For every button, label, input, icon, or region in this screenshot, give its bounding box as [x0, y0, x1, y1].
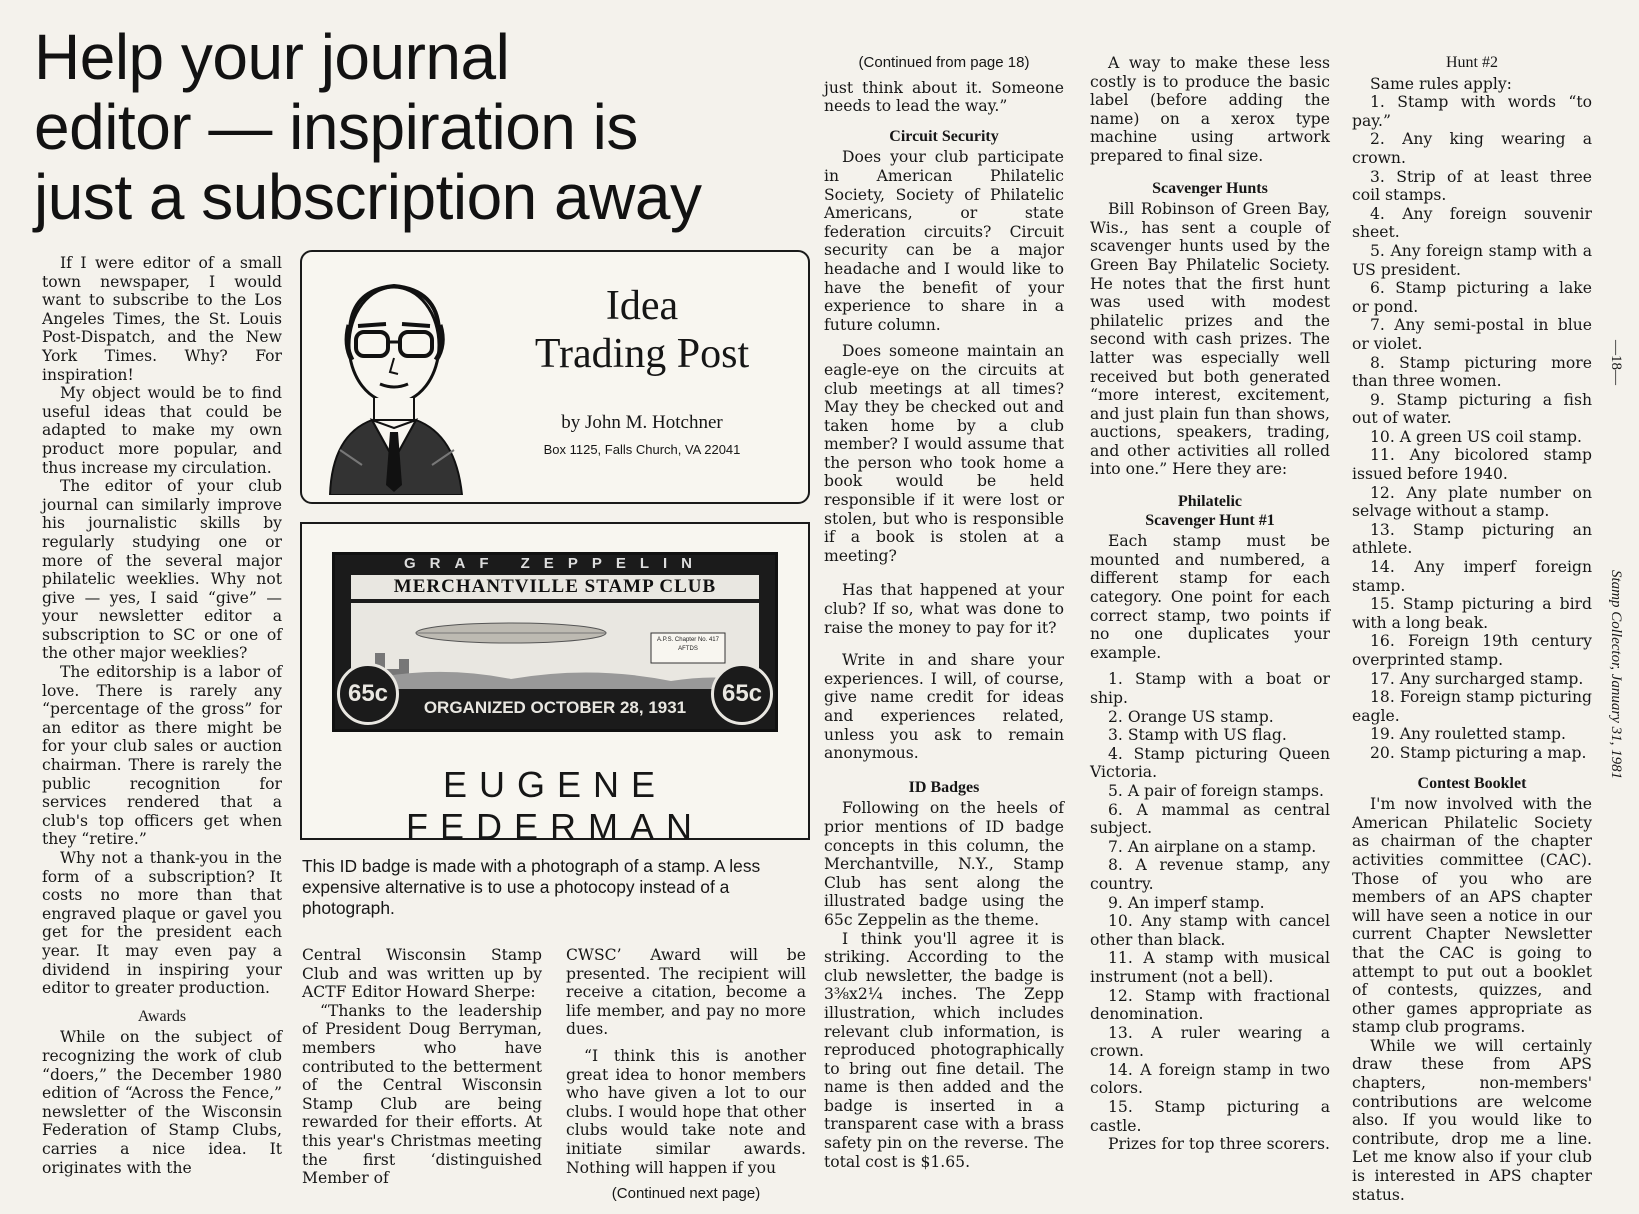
column-2: [302, 946, 542, 1188]
column-address: Box 1125, Falls Church, VA 22041: [543, 442, 741, 457]
col6-paragraph-1: I'm now involved with the American Philatelic Society as chairman of the chapter activities committee (CAC). Those of you who are members of an APS chapter will have seen a notice in our current Chapter Newsletter that the CAC is going to attempt to put out a booklet of contests, quizzes, and other games appropriate as stamp club programs.: [1352, 795, 1592, 1037]
column-title-line-2: Trading Post: [534, 331, 750, 377]
circuit-security-heading: Circuit Security: [889, 127, 999, 145]
stamp-club-banner: MERCHANTVILLE STAMP CLUB: [351, 575, 759, 599]
hunt-2-item: 9. Stamp picturing a fish out of water.: [1352, 390, 1592, 428]
hunt-1-item: 6. A mammal as central subject.: [1090, 800, 1330, 838]
col5-paragraph-2: Bill Robinson of Green Bay, Wis., has sent a couple of scavenger hunts used by the Green Bay Philatelic Society. He notes that the first hunt was used with modest philatelic prizes and the second with cash prizes. The latter was especially well received but both generated “more interest, excitement, and just plain fun than shows, auctions, speakers, trading, and other activities all rolled into one.” Here they are:: [1090, 200, 1330, 479]
id-badges-heading: ID Badges: [908, 778, 980, 796]
hunt-2-item: 14. Any imperf foreign stamp.: [1352, 558, 1592, 595]
hunt-1-item: 7. An airplane on a stamp.: [1108, 837, 1317, 856]
col4-paragraph-5: Write in and share your experiences. I will, of course, give name credit for ideas and experiences related, unless you ask to remain anonymous.: [824, 651, 1064, 763]
hunt-2-item: 13. Stamp picturing an athlete.: [1352, 520, 1592, 558]
col6-paragraph-2: While we will certainly draw these from APS chapters, non-members' contributions are welcome also. If you would like to contribute, drop me a line. Let me know also if your club is interested in APS chapter status.: [1352, 1036, 1592, 1204]
column-1: [42, 254, 282, 1177]
col5-paragraph-1: A way to make these less costly is to produce the basic label (before adding the name) on a xerox type machine using artwork prepared to final size.: [1090, 54, 1330, 165]
hunt-1-item: 11. A stamp with musical instrument (not a bell).: [1090, 949, 1330, 986]
column-title: [482, 282, 802, 378]
col1-paragraph-1: If I were editor of a small town newspaper, I would want to subscribe to the Los Angeles Times, the St. Louis Post-Dispatch, and the New York Times. Why? For inspiration!: [42, 254, 282, 384]
column-title-line-1: Idea: [605, 283, 679, 329]
col1-paragraph-5: Why not a thank-you in the form of a subscription? It costs no more than that engraved plaque or gavel you get for the president each year. It may even pay a dividend in inspiring your editor to greater production.: [42, 849, 282, 998]
col4-paragraph-3: Does someone maintain an eagle-eye on the circuits at club meetings at all times? May they be checked out and taken home by a club member? I would assume that the person who took home a book would be held responsible if it were lost or stolen, but who is responsible if a book is stolen at a meeting?: [824, 342, 1064, 565]
hunt-2-item: 12. Any plate number on selvage without a stamp.: [1352, 483, 1592, 521]
hunt-2-item: 4. Any foreign souvenir sheet.: [1352, 204, 1592, 242]
denomination-right: [711, 663, 773, 725]
col2-paragraph-1: Central Wisconsin Stamp Club and was written up by ACTF Editor Howard Sherpe:: [302, 946, 542, 1002]
column-6: [1352, 54, 1592, 1204]
hunt-2-rules: Same rules apply:: [1370, 74, 1512, 93]
continued-next-page: (Continued next page): [611, 1185, 761, 1203]
col1-paragraph-4: The editorship is a labor of love. There is rarely any “percentage of the gross” for an editor as there might be for your club sales or auction chairman. There is rarely the public recognition for services rendered that a club's top officers get when they “retire.”: [42, 663, 282, 849]
hunt-2-item: 8. Stamp picturing more than three women.: [1352, 353, 1592, 391]
hunt-1-item: 1. Stamp with a boat or ship.: [1090, 670, 1330, 707]
col4-paragraph-7: I think you'll agree it is striking. According to the club newsletter, the badge is 3⅜x2¼ inches. The Zepp illustration, which includes relevant club information, is reproduced photographically to bring out fine detail. The name is then added and the badge is inserted in a transparent case with a brass safety pin on the reverse. The total cost is $1.65.: [824, 929, 1064, 1171]
hunt-1-item: 14. A foreign stamp in two colors.: [1090, 1060, 1330, 1098]
stamp-organized-banner: ORGANIZED OCTOBER 28, 1931: [423, 698, 687, 717]
col4-paragraph-1: just think about it. Someone needs to lead the way.”: [824, 78, 1064, 116]
stamp-vignette: [351, 603, 759, 689]
col4-paragraph-2: Does your club participate in American Philatelic Society, Society of Philatelic Americans, or state federation circuits? Circuit security can be a major headache and I would like to have the benefit of your experience to share in a future column.: [824, 148, 1064, 334]
hunt-2-item: 1. Stamp with words “to pay.”: [1352, 93, 1592, 130]
hunt-2-heading: Hunt #2: [1446, 54, 1498, 71]
hunt-1-item: 13. A ruler wearing a crown.: [1090, 1023, 1330, 1061]
hunt-2-list: [1352, 93, 1592, 762]
hunt-1-item: 3. Stamp with US flag.: [1108, 726, 1287, 745]
hunt-1-item: 9. An imperf stamp.: [1108, 893, 1265, 912]
column-byline: by John M. Hotchner: [561, 412, 723, 433]
headline-line-3: just a subscription away: [34, 161, 702, 233]
headline-line-2: editor — inspiration is: [34, 91, 638, 163]
hunt-1-heading: [1090, 493, 1330, 530]
col4-paragraph-4: Has that happened at your club? If so, what was done to raise the money to pay for it?: [824, 581, 1064, 637]
hunt-2-item: 6. Stamp picturing a lake or pond.: [1352, 279, 1592, 316]
col5-paragraph-3: Each stamp must be mounted and numbered, a different stamp for each category. One point for each correct stamp, two points if no one duplicates your example.: [1090, 532, 1330, 662]
denomination-left: [337, 663, 399, 725]
hunt-1-list: [1090, 670, 1330, 1135]
hunt-2-item: 2. Any king wearing a crown.: [1352, 130, 1592, 167]
scavenger-hunts-heading: Scavenger Hunts: [1152, 179, 1268, 197]
hunt-2-item: 15. Stamp picturing a bird with a long beak.: [1352, 595, 1592, 632]
hunt-1-item: 12. Stamp with fractional denomination.: [1090, 986, 1330, 1024]
hunt-1-heading-line-2: Scavenger Hunt #1: [1145, 511, 1275, 529]
hunt-2-item: 18. Foreign stamp picturing eagle.: [1352, 688, 1592, 725]
hunt-1-item: 10. Any stamp with cancel other than black.: [1090, 912, 1330, 949]
author-portrait-icon: [322, 260, 472, 495]
hunt-1-heading-line-1: Philatelic: [1178, 493, 1242, 511]
hunt-1-item: 5. A pair of foreign stamps.: [1108, 781, 1324, 800]
hunt-2-item: 10. A green US coil stamp.: [1370, 427, 1582, 446]
badge-member-name: EUGENE FEDERMAN: [405, 764, 704, 847]
hunt-2-item: 16. Foreign 19th century overprinted stamp.: [1352, 632, 1592, 669]
contest-booklet-heading: Contest Booklet: [1417, 774, 1527, 792]
col3-paragraph-1: CWSC’ Award will be presented. The recipient will receive a citation, become a life member, and pay no more dues.: [566, 946, 806, 1039]
page-number: —18—: [1608, 340, 1624, 385]
hunt-2-item: 11. Any bicolored stamp issued before 1940.: [1352, 446, 1592, 484]
stamp-chapter-label: A.P.S. Chapter No. 417 AFTDS: [657, 637, 719, 652]
stamp-top-text: GRAF ZEPPELIN: [403, 555, 706, 572]
continued-from-page: (Continued from page 18): [858, 54, 1030, 71]
hunt-2-item: 3. Strip of at least three coil stamps.: [1352, 167, 1592, 205]
col5-paragraph-4: Prizes for top three scorers.: [1108, 1135, 1330, 1154]
col1-paragraph-6: While on the subject of recognizing the work of club “doers,” the December 1980 edition of “Across the Fence,” newsletter of the Wisconsin Federation of Stamp Clubs, carries a nice idea. It originates with the: [42, 1028, 282, 1177]
id-badge-image: [300, 522, 810, 847]
col3-paragraph-2: “I think this is another great idea to honor members who have given a lot to our clubs. I would hope that other clubs would take note and initiate similar awards. Nothing will happen if you: [566, 1046, 806, 1177]
hunt-1-item: 2. Orange US stamp.: [1108, 707, 1274, 726]
column-masthead-box: [300, 250, 810, 504]
hunt-2-item: 20. Stamp picturing a map.: [1370, 743, 1587, 762]
hunt-1-item: 8. A revenue stamp, any country.: [1090, 856, 1330, 893]
hunt-1-item: 15. Stamp picturing a castle.: [1090, 1098, 1330, 1135]
col1-paragraph-2: My object would be to find useful ideas that could be adapted to make my own product more popular, and thus increase my circulation.: [42, 384, 282, 477]
denomination-left-value: 65c: [347, 680, 389, 707]
zeppelin-stamp: [332, 552, 778, 732]
hunt-2-item: 17. Any surcharged stamp.: [1370, 669, 1584, 688]
column-3: [566, 946, 806, 1204]
headline-line-1: Help your journal: [34, 21, 510, 93]
hunt-2-item: 5. Any foreign stamp with a US president.: [1352, 241, 1592, 279]
headline: [34, 22, 754, 232]
awards-heading: Awards: [137, 1007, 187, 1025]
col1-paragraph-3: The editor of your club journal can similarly improve his journalistic skills by regularly studying one or more of the several major philatelic weeklies. Why not give — yes, I said “give” — your newsletter editor a subscription to SC or one of the other major weeklies?: [42, 477, 282, 663]
hunt-1-item: 4. Stamp picturing Queen Victoria.: [1090, 744, 1330, 782]
page-sidebar: [1600, 340, 1630, 820]
column-5: [1090, 54, 1330, 1154]
hunt-2-item: 19. Any rouletted stamp.: [1370, 725, 1566, 744]
badge-caption: This ID badge is made with a photograph of a stamp. A less expensive alternative is to use a photocopy instead of a photograph.: [302, 856, 761, 918]
col2-paragraph-2: “Thanks to the leadership of President Doug Berryman, members who have contributed to the betterment of the Central Wisconsin Stamp Club are being rewarded for their efforts. At this year's Christmas meeting the first ‘distinguished Member of: [302, 1001, 542, 1188]
column-4: [824, 54, 1064, 1171]
publication-credit: Stamp Collector, January 31, 1981: [1608, 570, 1624, 780]
col4-paragraph-6: Following on the heels of prior mentions of ID badge concepts in this column, the Merchantville, N.Y., Stamp Club has sent along the illustrated badge using the 65c Zeppelin as the theme.: [824, 799, 1064, 929]
hunt-2-item: 7. Any semi-postal in blue or violet.: [1352, 316, 1592, 353]
denomination-right-value: 65c: [721, 680, 763, 707]
